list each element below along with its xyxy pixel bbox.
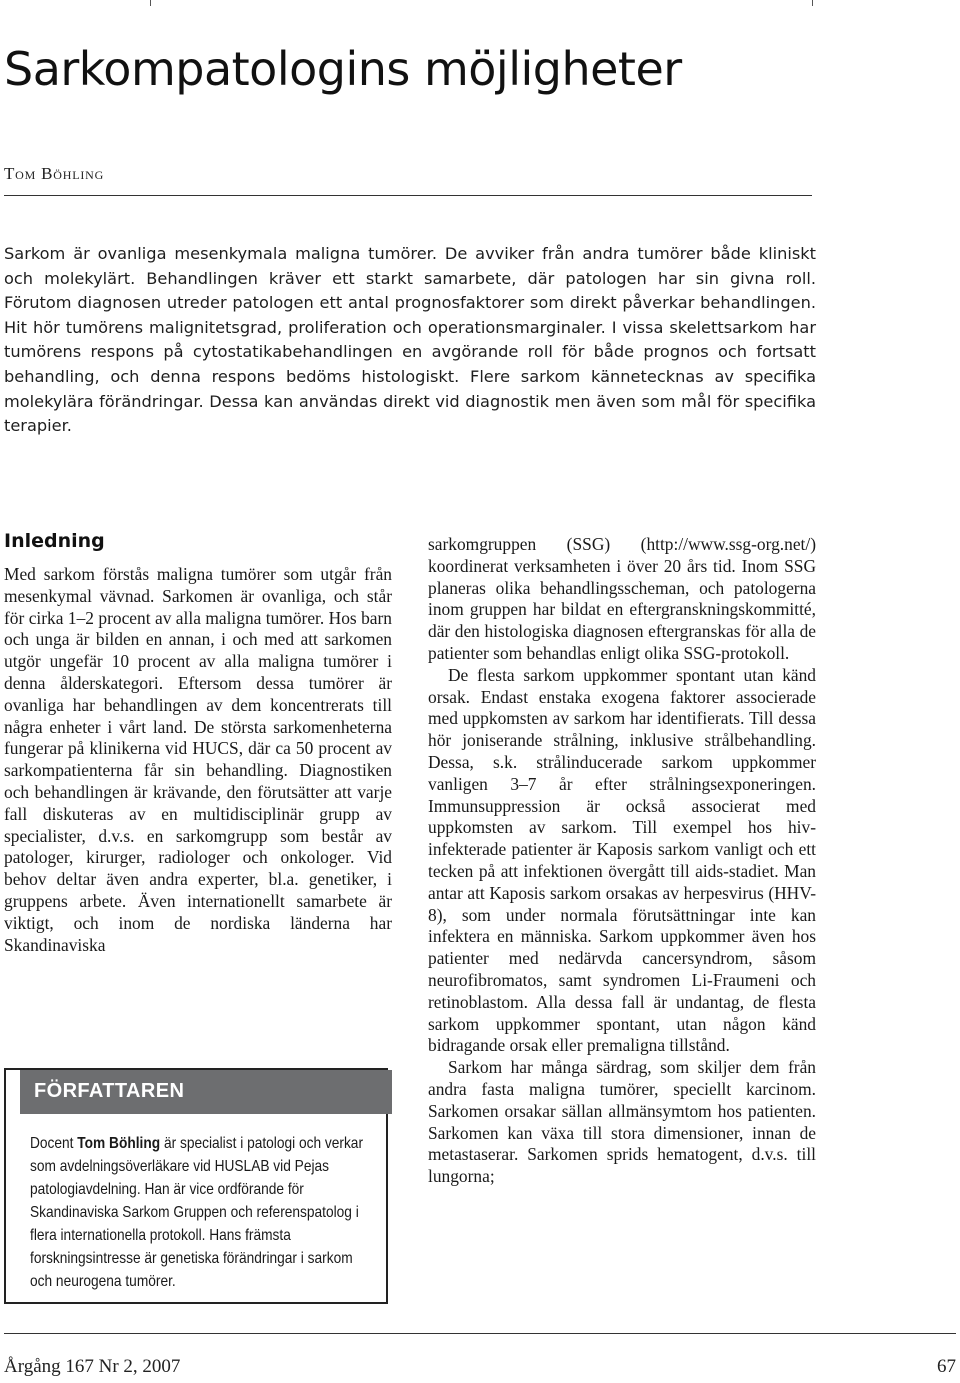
author-info-box [4, 1068, 388, 1304]
article-abstract: Sarkom är ovanliga mesenkymala maligna tumörer. De avviker från andra tumörer både kliniskt och molekylärt. Behandlingen kräver ett starkt samarbete, där patologen har sin givna roll. Förutom diagnosen utreder patologen ett antal prognosfaktorer som direkt påverkar behandlingen. Hit hör tumörens malignitetsgrad, proliferation och operationsmarginaler. I vissa skelettsarkom har tumörens respons på cytostatikabehandlingen en avgörande roll för både prognos och fortsatt behandling, och denna respons bedöms histologiskt. Flere sarkom kännetecknas av specifika molekylära förändringar. Dessa kan användas direkt vid diagnostik men även som mål för specifika terapier. [4, 244, 816, 436]
section-heading: Inledning [4, 530, 105, 552]
author-bio-name: Tom Böhling [77, 1135, 161, 1152]
page-number: 67 [937, 1356, 956, 1377]
body-paragraph: Sarkom har många särdrag, som skiljer dem från andra fasta maligna tumörer, speciellt karcinom. Sarkomen orsakar sällan allmänsymtom hos patienten. Sarkomen kan växa till stora dimensioner, innan de metastaserar. Sarkomen sprids hematogent, d.v.s. till lungorna; [428, 1057, 816, 1187]
issue-info: Årgång 167 Nr 2, 2007 [4, 1356, 181, 1377]
crop-mark [150, 0, 151, 6]
right-column [428, 534, 816, 1188]
author-box-title: FÖRFATTAREN [34, 1080, 185, 1102]
author-bio [30, 1132, 375, 1293]
crop-marks [0, 0, 960, 6]
footer-divider [4, 1333, 956, 1334]
left-column [4, 530, 392, 956]
crop-mark [812, 0, 813, 6]
body-paragraph: Med sarkom förstås maligna tumörer som utgår från mesenkymal vävnad. Sarkomen är ovanliga, och står för cirka 1–2 procent av alla maligna tumörer. Hos barn och unga är bilden en annan, i och med att sarkomen utgör ungefär 10 procent av alla maligna tumörer i denna ålderskategori. Eftersom dessa tumörer är ovanliga har behandlingen av dem koncentrerats till några enheter i vårt land. De största sarkomenheterna fungerar på klinikerna vid HUCS, där ca 50 procent av sarkompatienterna får sin behandling. Diagnostiken och behandlingen är krävande, den förutsätter att varje fall diskuteras av en multidisciplinär grupp av specialister, d.v.s. en sarkomgrupp som består av patologer, kirurger, radiologer och onkologer. Vid behov deltar även andra experter, bl.a. genetiker, i gruppens arbete. Även internationellt samarbete är viktigt, och inom de nordiska länderna har Skandinaviska [4, 564, 392, 955]
author-divider [4, 195, 812, 196]
article-title: Sarkompatologins möjligheter [4, 42, 682, 96]
author-box-header [20, 1070, 392, 1114]
body-paragraph: De flesta sarkom uppkommer spontant utan känd orsak. Endast enstaka exogena faktorer associerade med uppkomsten av sarkom har identifierats. Till dessa hör joniserande strålning, inklusive strålbehandling. Dessa, s.k. strålinducerade sarkom uppkommer vanligen 3–7 år efter strålningsexponeringen. Immunsuppression är också associerat med uppkomsten av sarkom. Till exempel hos hiv-infekterade patienter är Kaposis sarkom vanligt och ett tecken på att infektionen övergått till aids-stadiet. Man antar att Kaposis sarkom orsakas av herpesvirus (HHV-8), som under normala förutsättningar inte kan infektera en människa. Sarkom uppkommer även hos patienter med nedärvda cancersyndrom, såsom neurofibromatos, samt syndromen Li-Fraumeni och retinoblastom. Alla dessa fall är undantag, de flesta sarkom uppkommer spontant, utan någon känd bidragande orsak eller premaligna tillstånd. [428, 664, 816, 1056]
author-bio-prefix: Docent [30, 1135, 78, 1152]
author-bio-text: är specialist i patologi och verkar som avdelningsöverläkare vid HUSLAB vid Pejas patologiavdelning. Han är vice ordförande för Skandinaviska Sarkom Gruppen och referenspatolog i flera internationella protokoll. Hans främsta forskningsintresse är genetiska förändringar i sarkom och neurogena tumörer. [30, 1135, 364, 1290]
article-author: Tom Böhling [4, 164, 105, 183]
body-paragraph: sarkomgruppen (SSG) (http://www.ssg-org.net/) koordinerat verksamheten i över 20 års tid. Inom SSG planeras olika behandlingsscheman, och patologerna inom gruppen har bildat en eftergranskningskommitté, där den histologiska diagnosen eftergranskas för alla de patienter som behandlas enligt olika SSG-protokoll. [428, 534, 816, 663]
